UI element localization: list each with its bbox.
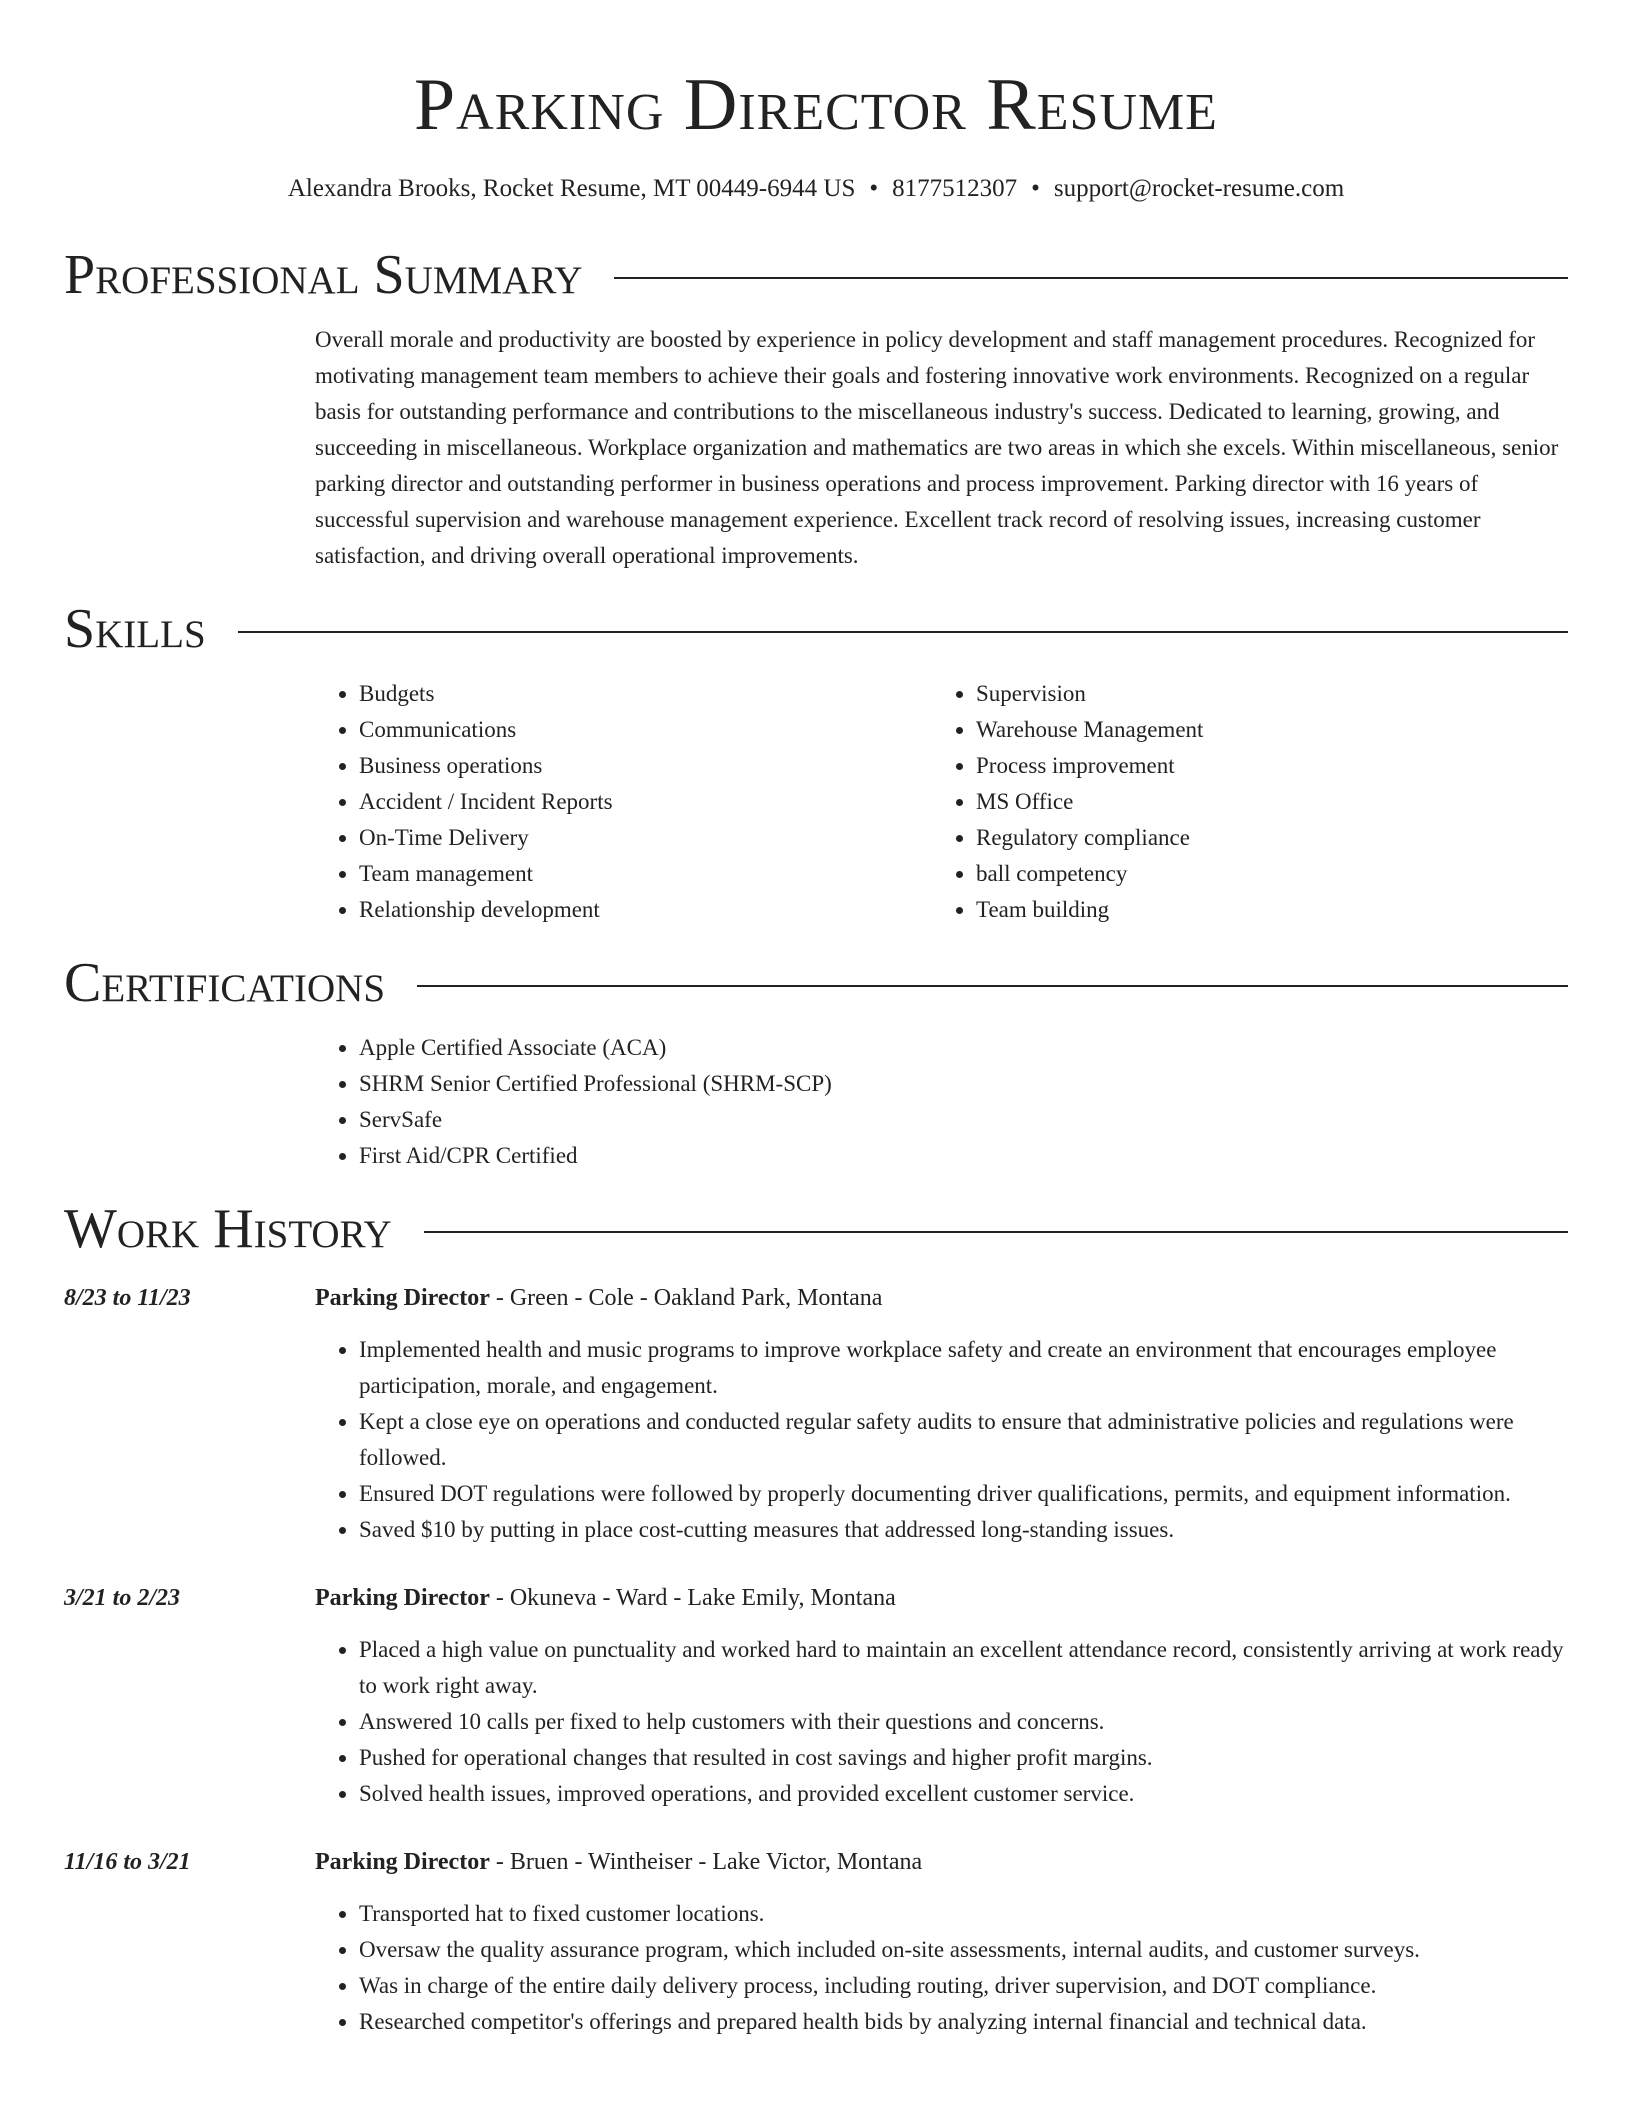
skills-heading: Skills [64,598,206,660]
skill-item: • Process improvement [976,748,1549,784]
job-headline [315,1844,1568,1880]
job-title: Parking Director [315,1849,490,1875]
page-title: Parking Director Resume [414,64,1218,146]
skill-item: • Accident / Incident Reports [359,784,932,820]
job-bullet: • Saved $10 by putting in place cost-cutting measures that addressed long-standing issues. [359,1512,1568,1548]
certifications-heading: Certifications [64,952,386,1014]
skills-column-left [315,676,932,928]
job-bullet: • Ensured DOT regulations were followed by properly documenting driver qualifications, permits, and equipment information. [359,1476,1568,1512]
contact-line [64,172,1568,206]
job-bullet: • Answered 10 calls per fixed to help customers with their questions and concerns. [359,1704,1568,1740]
work-heading: Work History [64,1198,392,1260]
skill-item: • Regulatory compliance [976,820,1549,856]
contact-separator: • [1031,175,1040,202]
job-dates: 3/21 to 2/23 [64,1585,181,1611]
summary-section-header [64,242,1568,308]
job-bullet: • Solved health issues, improved operations, and provided excellent customer service. [359,1776,1568,1812]
skill-item: • On-Time Delivery [359,820,932,856]
section-divider [417,985,1568,987]
contact-separator: • [869,175,879,202]
job-detail [315,1280,1568,1548]
section-divider [424,1231,1568,1233]
skill-item: • ball competency [976,856,1549,892]
certification-item: • First Aid/CPR Certified [359,1138,1568,1174]
summary-heading: Professional Summary [64,244,583,306]
skills-section-header [64,596,1568,662]
skill-item: • Warehouse Management [976,712,1549,748]
job-bullet: • Kept a close eye on operations and conducted regular safety audits to ensure that administrative policies and regulations were followed. [359,1404,1568,1476]
job-bullet: • Pushed for operational changes that resulted in cost savings and higher profit margins. [359,1740,1568,1776]
summary-text: Overall morale and productivity are boosted by experience in policy development and staff management procedures. Recognized for motivating management team members to achieve their goals and fostering innovative work environments. Recognized on a regular basis for outstanding performance and contributions to the miscellaneous industry's success. Dedicated to learning, growing, and succeeding in miscellaneous. Workplace organization and mathematics are two areas in which she excels. Within miscellaneous, senior parking director and outstanding performer in business operations and process improvement. Parking director with 16 years of successful supervision and warehouse management experience. Excellent track record of resolving issues, increasing customer satisfaction, and driving overall operational improvements. [315,327,1559,568]
job-bullet: • Oversaw the quality assurance program, which included on-site assessments, internal audits, and customer surveys. [359,1932,1568,1968]
skill-item: • Relationship development [359,892,932,928]
skill-item: • Team building [976,892,1549,928]
contact-address: Alexandra Brooks, Rocket Resume, MT 00449-6944 US [287,175,856,202]
skill-item: • Supervision [976,676,1549,712]
job-bullet: • Transported hat to fixed customer locations. [359,1896,1568,1932]
job-company: - Green - Cole - Oakland Park, Montana [489,1285,883,1311]
job-title: Parking Director [315,1285,490,1311]
job-company: - Okuneva - Ward - Lake Emily, Montana [489,1585,896,1611]
job-detail [315,1580,1568,1812]
job-headline [315,1580,1568,1616]
job-bullet: • Researched competitor's offerings and prepared health bids by analyzing internal financial and technical data. [359,2004,1568,2040]
job-bullet: • Placed a high value on punctuality and worked hard to maintain an excellent attendance record, consistently arriving at work ready to work right away. [359,1632,1568,1704]
job-entry [64,1844,1568,2040]
skill-item: • Business operations [359,748,932,784]
certification-item: • Apple Certified Associate (ACA) [359,1030,1568,1066]
certification-item: • SHRM Senior Certified Professional (SHRM-SCP) [359,1066,1568,1102]
skill-item: • Team management [359,856,932,892]
job-dates: 11/16 to 3/21 [64,1849,191,1875]
section-divider [238,631,1568,633]
skills-column-right [932,676,1549,928]
job-entry [64,1580,1568,1812]
work-section-header [64,1196,1568,1262]
skills-list [315,676,1568,928]
contact-phone: 8177512307 [892,175,1018,202]
skill-item: • Budgets [359,676,932,712]
job-title: Parking Director [315,1585,490,1611]
certifications-list [315,1030,1568,1174]
job-bullet: • Was in charge of the entire daily delivery process, including routing, driver supervision, and DOT compliance. [359,1968,1568,2004]
contact-email[interactable]: support@rocket-resume.com [1053,175,1345,202]
certifications-section-header [64,950,1568,1016]
section-divider [614,277,1568,279]
job-dates: 8/23 to 11/23 [64,1285,191,1311]
job-company: - Bruen - Wintheiser - Lake Victor, Montana [489,1849,923,1875]
certification-item: • ServSafe [359,1102,1568,1138]
skill-item: • Communications [359,712,932,748]
summary-body [315,322,1568,574]
job-entry [64,1280,1568,1548]
job-headline [315,1280,1568,1316]
job-detail [315,1844,1568,2040]
skill-item: • MS Office [976,784,1549,820]
job-bullet: • Implemented health and music programs to improve workplace safety and create an environment that encourages employee participation, morale, and engagement. [359,1332,1568,1404]
